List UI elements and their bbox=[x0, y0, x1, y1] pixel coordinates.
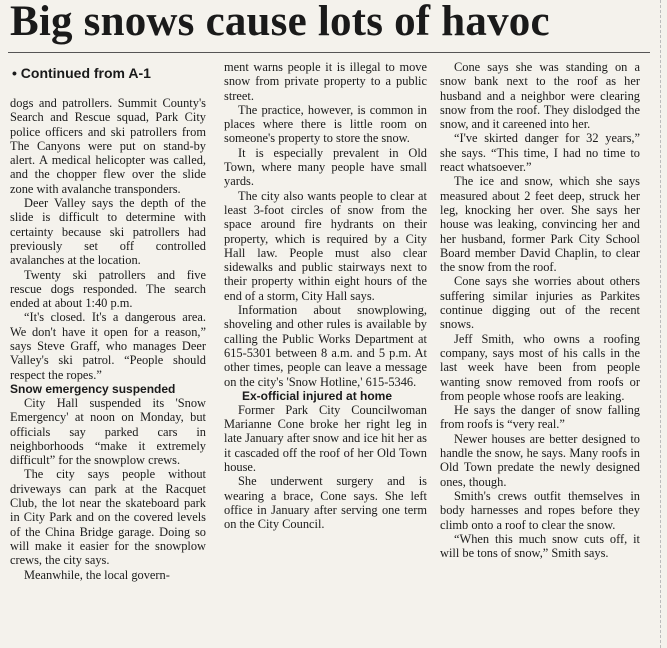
paragraph: Smith's crews outfit themselves in body harnesses and ropes before they climb onto a roof to clear the snow. bbox=[440, 488, 640, 532]
paragraph: Cone says she was standing on a snow bank next to the roof as her husband and a neighbor were clearing snow from the roof. They dislodged the snow, and it careened into her. bbox=[440, 60, 640, 132]
subhead-snow-emergency: Snow emergency suspended bbox=[10, 381, 176, 396]
paragraph: Jeff Smith, who owns a roofing company, says most of his calls in the last week have been from people wanting snow removed from roofs or from people whose roofs are leaking. bbox=[440, 331, 640, 403]
paragraph: Information about snowplowing, shoveling and other rules is available by calling the Public Works Department at 615-5301 between 8 a.m. and 5 p.m. At other times, people can leave a message on the city's 'Snow Hotline,' 615-5346. bbox=[224, 303, 427, 389]
paragraph: Cone says she worries about others suffering similar injuries as Parkites continue digging out of the recent snows. bbox=[440, 274, 640, 332]
paragraph: dogs and patrollers. Summit County's Search and Rescue squad, Park City police officers and ski patrollers from The Canyons were put on stand-by alert. A medical helicopter was called, and the chopper flew over the slide zone with avalanche transponders. bbox=[10, 96, 206, 196]
paragraph: “It's closed. It's a dangerous area. We don't have it open for a reason,” says Steve Graff, who manages Deer Valley's ski patrol. “People should respect the ropes.” bbox=[10, 310, 206, 382]
paragraph: Meanwhile, the local govern- bbox=[24, 567, 170, 582]
paragraph: Deer Valley says the depth of the slide is difficult to determine with certainty because ski patrollers had previously set off controlled avalanches at the location. bbox=[10, 196, 206, 268]
column-1 bbox=[10, 60, 206, 648]
paragraph: “When this much snow cuts off, it will be tons of snow,” Smith says. bbox=[440, 531, 640, 561]
column-2 bbox=[224, 60, 427, 648]
clipping-edge bbox=[659, 0, 661, 648]
paragraph: Newer houses are better designed to handle the snow, he says. Many roofs in Old Town predate the newly designed ones, though. bbox=[440, 431, 640, 489]
paragraph: City Hall suspended its 'Snow Emergency' at noon on Monday, but officials say parked cars in neighborhoods “make it extremely difficult” for the snowplow crews. bbox=[10, 395, 206, 468]
paragraph: The ice and snow, which she says measured about 2 feet deep, struck her leg, knocking her over. She says her house was leaking, convincing her and her husband, former Park City School Board member David Chaplin, to clear the snow from the roof. bbox=[440, 174, 640, 275]
paragraph: The practice, however, is common in places where there is little room on someone's property to store the snow. bbox=[224, 102, 427, 146]
headline: Big snows cause lots of havoc bbox=[10, 0, 550, 45]
continued-label: • Continued from A-1 bbox=[12, 65, 151, 81]
paragraph: Twenty ski patrollers and five rescue dogs responded. The search ended at about 1:40 p.m. bbox=[10, 267, 206, 311]
paragraph: The city also wants people to clear at least 3-foot circles of snow from the space around fire hydrants on their property, which is required by a City Hall law. People must also clear sidewalks and public stairways next to their property within eight hours of the end of a storm, City Hall says. bbox=[224, 188, 427, 303]
paragraph: “I've skirted danger for 32 years,” she says. “This time, I had no time to react whatsoever.” bbox=[440, 131, 640, 175]
paragraph: It is especially prevalent in Old Town, where many people have small yards. bbox=[224, 145, 427, 189]
subhead-ex-official: Ex-official injured at home bbox=[242, 388, 393, 403]
column-3 bbox=[440, 60, 640, 648]
paragraph: She underwent surgery and is wearing a brace, Cone says. She left office in January after serving one term on the City Council. bbox=[224, 474, 427, 532]
paragraph: The city says people without driveways can park at the Racquet Club, the lot near the skateboard park in City Park and on the covered levels of the China Bridge garage. Doing so will make it easier for the snowplow crews, the city says. bbox=[10, 467, 206, 568]
paragraph: He says the danger of snow falling from roofs is “very real.” bbox=[440, 403, 640, 432]
paragraph: Former Park City Councilwoman Marianne Cone broke her right leg in late January after snow and ice hit her as it cascaded off the roof of her Old Town house. bbox=[224, 402, 427, 475]
paragraph: ment warns people it is illegal to move snow from private property to a public street. bbox=[224, 60, 427, 103]
headline-rule bbox=[8, 52, 650, 53]
